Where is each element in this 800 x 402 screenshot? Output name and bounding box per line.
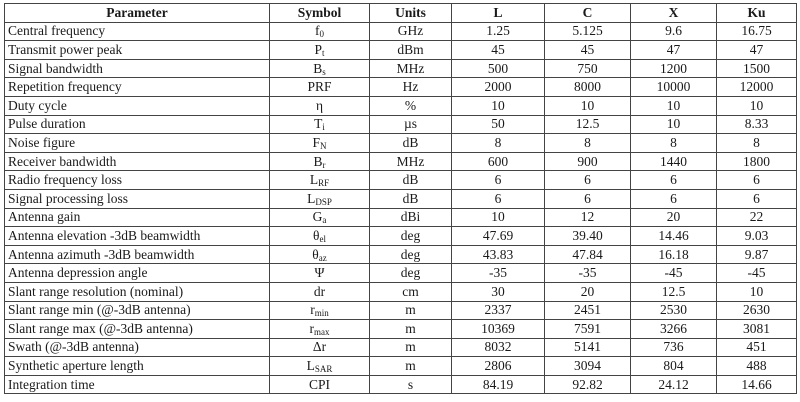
table-row [5, 301, 797, 320]
symbol-main: r [310, 302, 315, 318]
units-cell: dB [370, 171, 452, 190]
value-cell-x: 736 [631, 338, 717, 357]
symbol-subscript: N [320, 140, 327, 151]
value-cell-l: 8032 [452, 338, 545, 357]
symbol-main: P [314, 41, 322, 57]
symbol-cell [270, 171, 370, 190]
value-cell-ku: 10 [717, 96, 797, 115]
symbol-subscript: az [318, 252, 327, 263]
value-cell-c: 750 [545, 59, 631, 78]
value-cell-x: 16.18 [631, 245, 717, 264]
value-cell-l: 6 [452, 189, 545, 208]
units-cell: dBm [370, 41, 452, 60]
value-cell-c: 92.82 [545, 375, 631, 394]
value-cell-x: 6 [631, 189, 717, 208]
symbol-main: G [312, 209, 323, 225]
value-cell-ku: 12000 [717, 78, 797, 97]
symbol-subscript: i [322, 122, 325, 133]
units-cell: dB [370, 134, 452, 153]
value-cell-x: 9.6 [631, 22, 717, 41]
value-cell-c: 12.5 [545, 115, 631, 134]
units-cell: % [370, 96, 452, 115]
symbol-cell [270, 59, 370, 78]
units-cell: m [370, 338, 452, 357]
units-cell: m [370, 320, 452, 339]
table-row [5, 208, 797, 227]
symbol-cell [270, 96, 370, 115]
symbol-subscript: DSP [315, 196, 332, 207]
symbol-main: F [312, 134, 320, 150]
symbol-subscript: 0 [319, 29, 324, 40]
units-cell: s [370, 375, 452, 394]
units-cell: cm [370, 282, 452, 301]
value-cell-l: 600 [452, 152, 545, 171]
units-cell: MHz [370, 152, 452, 171]
value-cell-c: -35 [545, 264, 631, 283]
value-cell-x: 3266 [631, 320, 717, 339]
table-row [5, 152, 797, 171]
parameter-cell: Pulse duration [5, 115, 270, 134]
value-cell-c: 7591 [545, 320, 631, 339]
value-cell-c: 20 [545, 282, 631, 301]
value-cell-c: 6 [545, 189, 631, 208]
value-cell-x: 804 [631, 357, 717, 376]
table-row [5, 227, 797, 246]
value-cell-ku: 22 [717, 208, 797, 227]
symbol-cell [270, 264, 370, 283]
value-cell-ku: 3081 [717, 320, 797, 339]
parameter-cell: Antenna elevation -3dB beamwidth [5, 227, 270, 246]
value-cell-l: 47.69 [452, 227, 545, 246]
symbol-subscript: RF [318, 178, 330, 189]
symbol-cell [270, 282, 370, 301]
units-cell: m [370, 301, 452, 320]
symbol-subscript: SAR [314, 364, 333, 375]
value-cell-ku: 16.75 [717, 22, 797, 41]
parameter-cell: Synthetic aperture length [5, 357, 270, 376]
value-cell-l: 2806 [452, 357, 545, 376]
symbol-main: r [309, 320, 314, 336]
symbol-cell [270, 357, 370, 376]
value-cell-c: 12 [545, 208, 631, 227]
value-cell-c: 2451 [545, 301, 631, 320]
value-cell-x: 47 [631, 41, 717, 60]
value-cell-ku: 2630 [717, 301, 797, 320]
symbol-main: B [313, 60, 323, 76]
symbol-cell [270, 320, 370, 339]
table-body [5, 22, 797, 394]
value-cell-x: 1440 [631, 152, 717, 171]
value-cell-x: 14.46 [631, 227, 717, 246]
parameter-cell: Antenna gain [5, 208, 270, 227]
table-header [5, 4, 797, 23]
value-cell-c: 5141 [545, 338, 631, 357]
symbol-cell [270, 245, 370, 264]
parameter-cell: Signal processing loss [5, 189, 270, 208]
value-cell-l: -35 [452, 264, 545, 283]
parameter-cell: Swath (@-3dB antenna) [5, 338, 270, 357]
header-parameter: Parameter [5, 4, 270, 23]
symbol-main: f [315, 23, 320, 39]
parameter-cell: Receiver bandwidth [5, 152, 270, 171]
units-cell: µs [370, 115, 452, 134]
symbol-cell [270, 375, 370, 394]
value-cell-x: 10 [631, 96, 717, 115]
table-row [5, 320, 797, 339]
symbol-main: CPI [308, 376, 330, 392]
symbol-cell [270, 189, 370, 208]
table-row [5, 41, 797, 60]
value-cell-c: 45 [545, 41, 631, 60]
value-cell-l: 1.25 [452, 22, 545, 41]
symbol-subscript: t [322, 47, 325, 58]
units-cell: GHz [370, 22, 452, 41]
table-row [5, 338, 797, 357]
symbol-cell [270, 22, 370, 41]
table-row [5, 78, 797, 97]
header-row [5, 4, 797, 23]
symbol-cell [270, 227, 370, 246]
parameter-cell: Antenna depression angle [5, 264, 270, 283]
parameter-cell: Noise figure [5, 134, 270, 153]
symbol-main: θ [312, 246, 319, 262]
value-cell-ku: 6 [717, 171, 797, 190]
parameter-cell: Duty cycle [5, 96, 270, 115]
units-cell: Hz [370, 78, 452, 97]
value-cell-x: 6 [631, 171, 717, 190]
parameter-cell: Slant range resolution (nominal) [5, 282, 270, 301]
header-band-l: L [452, 4, 545, 23]
symbol-subscript: min [314, 308, 329, 319]
value-cell-ku: 9.87 [717, 245, 797, 264]
value-cell-c: 47.84 [545, 245, 631, 264]
table-row [5, 282, 797, 301]
value-cell-ku: 1800 [717, 152, 797, 171]
radar-parameter-table [4, 3, 797, 394]
parameter-cell: Central frequency [5, 22, 270, 41]
units-cell: deg [370, 227, 452, 246]
parameter-cell: Repetition frequency [5, 78, 270, 97]
value-cell-c: 10 [545, 96, 631, 115]
value-cell-l: 50 [452, 115, 545, 134]
value-cell-ku: 6 [717, 189, 797, 208]
symbol-main: B [313, 153, 323, 169]
units-cell: deg [370, 245, 452, 264]
symbol-cell [270, 301, 370, 320]
symbol-subscript: el [319, 233, 326, 244]
parameter-table-container [4, 3, 797, 394]
value-cell-l: 6 [452, 171, 545, 190]
value-cell-ku: 488 [717, 357, 797, 376]
symbol-main: θ [313, 227, 320, 243]
parameter-cell: Antenna azimuth -3dB beamwidth [5, 245, 270, 264]
value-cell-x: 24.12 [631, 375, 717, 394]
symbol-subscript: r [322, 159, 326, 170]
table-row [5, 134, 797, 153]
header-units: Units [370, 4, 452, 23]
value-cell-ku: 14.66 [717, 375, 797, 394]
value-cell-c: 3094 [545, 357, 631, 376]
parameter-cell: Integration time [5, 375, 270, 394]
symbol-cell [270, 152, 370, 171]
value-cell-c: 39.40 [545, 227, 631, 246]
value-cell-l: 2337 [452, 301, 545, 320]
value-cell-x: 10 [631, 115, 717, 134]
value-cell-x: 12.5 [631, 282, 717, 301]
parameter-cell: Transmit power peak [5, 41, 270, 60]
value-cell-ku: 9.03 [717, 227, 797, 246]
symbol-main: Ψ [314, 265, 325, 281]
symbol-subscript: s [322, 66, 326, 77]
parameter-cell: Slant range min (@-3dB antenna) [5, 301, 270, 320]
value-cell-l: 10 [452, 208, 545, 227]
value-cell-x: 1200 [631, 59, 717, 78]
symbol-main: Δr [312, 339, 327, 355]
table-row [5, 96, 797, 115]
table-row [5, 59, 797, 78]
symbol-cell [270, 115, 370, 134]
parameter-cell: Slant range max (@-3dB antenna) [5, 320, 270, 339]
value-cell-l: 84.19 [452, 375, 545, 394]
symbol-main: PRF [307, 79, 332, 95]
table-row [5, 189, 797, 208]
value-cell-l: 30 [452, 282, 545, 301]
table-row [5, 171, 797, 190]
value-cell-l: 10369 [452, 320, 545, 339]
table-row [5, 375, 797, 394]
table-row [5, 245, 797, 264]
value-cell-x: 8 [631, 134, 717, 153]
value-cell-x: 20 [631, 208, 717, 227]
value-cell-ku: 10 [717, 282, 797, 301]
value-cell-c: 900 [545, 152, 631, 171]
symbol-cell [270, 78, 370, 97]
value-cell-l: 8 [452, 134, 545, 153]
value-cell-ku: 47 [717, 41, 797, 60]
units-cell: MHz [370, 59, 452, 78]
value-cell-ku: 8.33 [717, 115, 797, 134]
header-band-ku: Ku [717, 4, 797, 23]
value-cell-l: 43.83 [452, 245, 545, 264]
value-cell-l: 2000 [452, 78, 545, 97]
value-cell-c: 8 [545, 134, 631, 153]
parameter-cell: Signal bandwidth [5, 59, 270, 78]
symbol-main: η [315, 97, 324, 113]
table-row [5, 264, 797, 283]
value-cell-c: 8000 [545, 78, 631, 97]
header-band-c: C [545, 4, 631, 23]
value-cell-l: 500 [452, 59, 545, 78]
symbol-subscript: max [314, 326, 330, 337]
value-cell-ku: 8 [717, 134, 797, 153]
symbol-cell [270, 338, 370, 357]
value-cell-l: 45 [452, 41, 545, 60]
symbol-main: dr [313, 283, 326, 299]
units-cell: dB [370, 189, 452, 208]
value-cell-ku: -45 [717, 264, 797, 283]
symbol-cell [270, 208, 370, 227]
units-cell: m [370, 357, 452, 376]
table-row [5, 22, 797, 41]
value-cell-x: 2530 [631, 301, 717, 320]
symbol-subscript: a [322, 215, 327, 226]
symbol-cell [270, 41, 370, 60]
value-cell-l: 10 [452, 96, 545, 115]
symbol-main: T [314, 116, 323, 132]
symbol-cell [270, 134, 370, 153]
value-cell-x: 10000 [631, 78, 717, 97]
value-cell-x: -45 [631, 264, 717, 283]
value-cell-ku: 1500 [717, 59, 797, 78]
value-cell-c: 6 [545, 171, 631, 190]
parameter-cell: Radio frequency loss [5, 171, 270, 190]
symbol-main: L [309, 172, 319, 188]
value-cell-c: 5.125 [545, 22, 631, 41]
header-symbol: Symbol [270, 4, 370, 23]
symbol-main: L [307, 190, 316, 206]
units-cell: dBi [370, 208, 452, 227]
value-cell-ku: 451 [717, 338, 797, 357]
symbol-main: L [306, 358, 315, 374]
table-row [5, 115, 797, 134]
header-band-x: X [631, 4, 717, 23]
units-cell: deg [370, 264, 452, 283]
table-row [5, 357, 797, 376]
